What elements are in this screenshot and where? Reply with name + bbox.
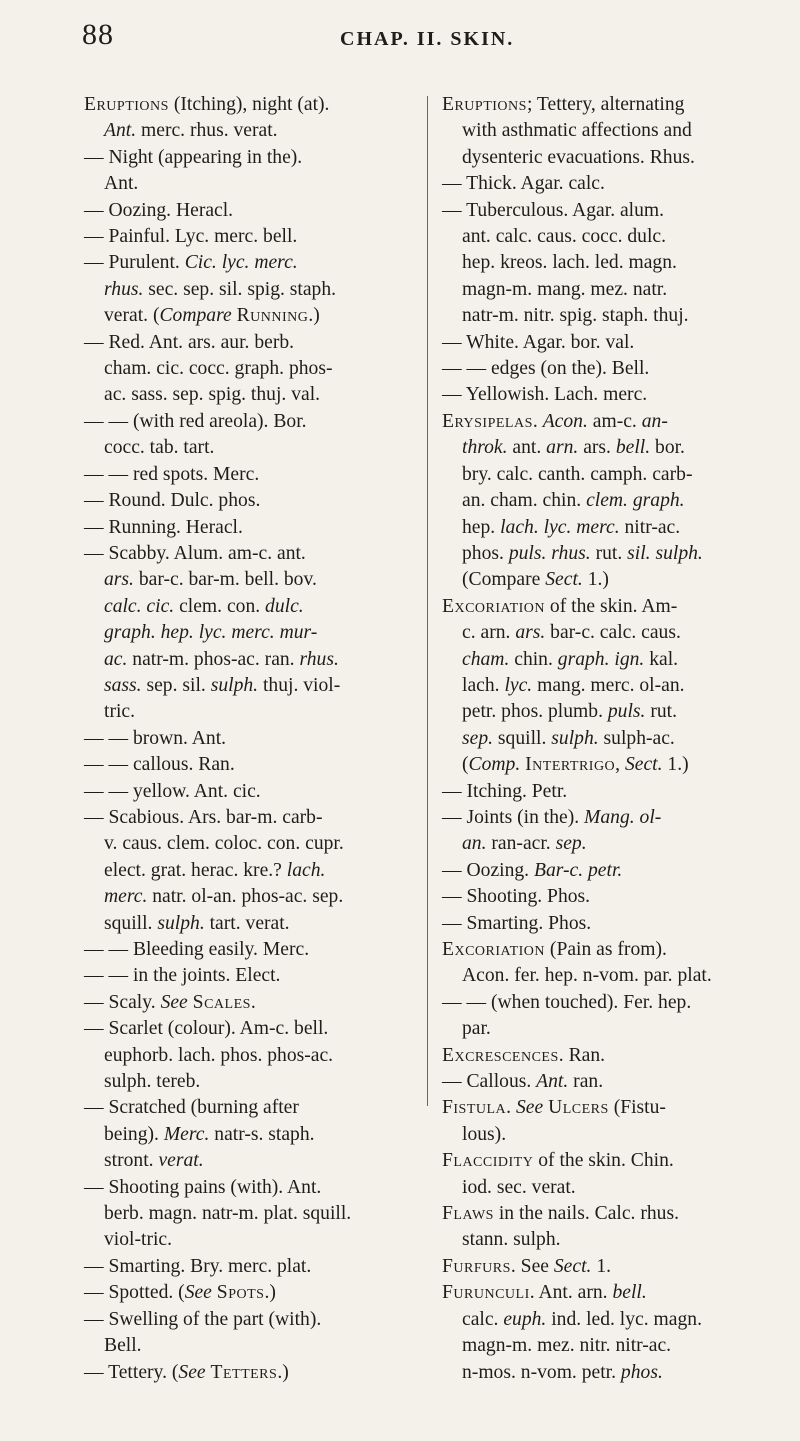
index-line: being). Merc. natr-s. staph. <box>104 1123 315 1145</box>
index-line: cham. cic. cocc. graph. phos- <box>104 358 333 380</box>
index-line: — Scaly. See Scales. <box>84 991 256 1013</box>
index-line: Furunculi. Ant. arn. bell. <box>442 1282 647 1304</box>
index-line: Ant. <box>104 173 139 195</box>
running-head: CHAP. II. SKIN. <box>340 28 515 50</box>
index-line: with asthmatic affections and <box>462 120 692 142</box>
index-line: Flaws in the nails. Calc. rhus. <box>442 1203 679 1225</box>
index-line: cham. chin. graph. ign. kal. <box>462 648 679 670</box>
index-line: berb. magn. natr-m. plat. squill. <box>104 1203 352 1225</box>
right-column <box>442 92 762 1386</box>
index-line: — Swelling of the part (with). <box>84 1308 322 1330</box>
index-line: Eruptions (Itching), night (at). <box>84 94 330 115</box>
index-line: Bell. <box>104 1335 142 1357</box>
index-line: elect. grat. herac. kre.? lach. <box>104 859 326 881</box>
index-line: — Scabby. Alum. am-c. ant. <box>84 542 306 564</box>
index-line: (Comp. Intertrigo, Sect. 1.) <box>462 754 689 776</box>
index-line: — White. Agar. bor. val. <box>442 331 635 353</box>
index-line: Eruptions; Tettery, alternating <box>442 94 685 115</box>
index-line: ant. calc. caus. cocc. dulc. <box>462 226 666 248</box>
index-line: Excoriation of the skin. Am- <box>442 595 678 617</box>
index-line: — Scratched (burning after <box>84 1097 299 1119</box>
index-line: sass. sep. sil. sulph. thuj. viol- <box>104 674 341 696</box>
index-line: an. cham. chin. clem. graph. <box>462 490 685 512</box>
index-line: — Yellowish. Lach. merc. <box>442 384 648 406</box>
index-line: iod. sec. verat. <box>462 1176 576 1198</box>
index-line: viol-tric. <box>104 1229 173 1251</box>
index-line: — — (when touched). Fer. hep. <box>442 991 692 1013</box>
index-line: — — red spots. Merc. <box>84 463 260 485</box>
column-divider <box>427 96 428 1106</box>
index-line: — Shooting pains (with). Ant. <box>84 1176 322 1198</box>
index-line: Ant. merc. rhus. verat. <box>104 120 278 142</box>
index-line: calc. euph. ind. led. lyc. magn. <box>462 1308 702 1330</box>
index-line: lous). <box>462 1123 507 1145</box>
index-line: Fistula. See Ulcers (Fistu- <box>442 1097 666 1119</box>
index-line: lach. lyc. mang. merc. ol-an. <box>462 674 685 696</box>
index-line: — Shooting. Phos. <box>442 886 591 908</box>
index-line: — — (with red areola). Bor. <box>84 410 307 432</box>
index-line: v. caus. clem. coloc. con. cupr. <box>104 833 344 855</box>
index-line: — Purulent. Cic. lyc. merc. <box>84 252 298 274</box>
index-line: — Smarting. Bry. merc. plat. <box>84 1255 312 1277</box>
index-line: — Oozing. Heracl. <box>84 199 234 221</box>
index-line: verat. (Compare Running.) <box>104 305 320 327</box>
index-line: — Night (appearing in the). <box>84 146 303 168</box>
index-line: — — edges (on the). Bell. <box>442 358 650 380</box>
index-line: — Painful. Lyc. merc. bell. <box>84 226 298 248</box>
index-line: Excrescences. Ran. <box>442 1044 606 1066</box>
index-line: an. ran-acr. sep. <box>462 833 587 855</box>
page-number: 88 <box>82 18 114 51</box>
left-column <box>84 92 409 1386</box>
index-line: tric. <box>104 701 136 723</box>
index-line: magn-m. mez. nitr. nitr-ac. <box>462 1335 672 1357</box>
index-line: — Thick. Agar. calc. <box>442 173 605 195</box>
index-line: ac. natr-m. phos-ac. ran. rhus. <box>104 648 339 670</box>
index-line: (Compare Sect. 1.) <box>462 569 609 591</box>
index-line: Furfurs. See Sect. 1. <box>442 1255 612 1277</box>
index-line: — — callous. Ran. <box>84 754 235 776</box>
index-line: stront. verat. <box>104 1150 204 1172</box>
index-line: ac. sass. sep. spig. thuj. val. <box>104 384 321 406</box>
index-line: hep. kreos. lach. led. magn. <box>462 252 677 274</box>
index-line: calc. cic. clem. con. dulc. <box>104 595 304 617</box>
index-line: throk. ant. arn. ars. bell. bor. <box>462 437 685 459</box>
index-line: magn-m. mang. mez. natr. <box>462 278 668 300</box>
index-line: phos. puls. rhus. rut. sil. sulph. <box>462 542 703 564</box>
index-line: — Tuberculous. Agar. alum. <box>442 199 665 221</box>
index-line: Erysipelas. Acon. am-c. an- <box>442 410 668 432</box>
index-line: — Scabious. Ars. bar-m. carb- <box>84 806 323 828</box>
index-line: petr. phos. plumb. puls. rut. <box>462 701 677 723</box>
index-line: — — brown. Ant. <box>84 727 227 749</box>
index-line: — Oozing. Bar-c. petr. <box>442 859 623 881</box>
index-line: — — yellow. Ant. cic. <box>84 780 261 802</box>
index-line: n-mos. n-vom. petr. phos. <box>462 1361 663 1383</box>
index-line: c. arn. ars. bar-c. calc. caus. <box>462 622 681 644</box>
index-line: Flaccidity of the skin. Chin. <box>442 1150 674 1172</box>
index-line: par. <box>462 1018 491 1040</box>
index-line: — Itching. Petr. <box>442 780 568 802</box>
index-line: — Callous. Ant. ran. <box>442 1071 604 1093</box>
index-line: stann. sulph. <box>462 1229 561 1251</box>
index-line: cocc. tab. tart. <box>104 437 215 459</box>
index-line: — Running. Heracl. <box>84 516 243 538</box>
index-line: — Spotted. (See Spots.) <box>84 1282 276 1304</box>
index-line: Acon. fer. hep. n-vom. par. plat. <box>462 965 712 987</box>
index-line: graph. hep. lyc. merc. mur- <box>104 622 318 644</box>
index-line: ars. bar-c. bar-m. bell. bov. <box>104 569 317 591</box>
index-line: dysenteric evacuations. Rhus. <box>462 146 695 168</box>
index-line: euphorb. lach. phos. phos-ac. <box>104 1044 334 1066</box>
index-line: squill. sulph. tart. verat. <box>104 912 290 934</box>
index-line: — Smarting. Phos. <box>442 912 592 934</box>
index-line: rhus. sec. sep. sil. spig. staph. <box>104 278 337 300</box>
index-line: — Red. Ant. ars. aur. berb. <box>84 331 295 353</box>
index-line: sep. squill. sulph. sulph-ac. <box>462 727 675 749</box>
index-line: sulph. tereb. <box>104 1071 201 1093</box>
index-line: hep. lach. lyc. merc. nitr-ac. <box>462 516 681 538</box>
index-line: merc. natr. ol-an. phos-ac. sep. <box>104 886 344 908</box>
index-line: — Scarlet (colour). Am-c. bell. <box>84 1018 329 1040</box>
index-line: bry. calc. canth. camph. carb- <box>462 463 693 485</box>
index-line: Excoriation (Pain as from). <box>442 939 667 960</box>
index-line: natr-m. nitr. spig. staph. thuj. <box>462 305 689 327</box>
index-line: — Joints (in the). Mang. ol- <box>442 806 662 828</box>
index-line: — — in the joints. Elect. <box>84 965 281 987</box>
index-line: — Round. Dulc. phos. <box>84 490 261 512</box>
index-line: — — Bleeding easily. Merc. <box>84 939 310 960</box>
page-header <box>0 18 800 60</box>
index-line: — Tettery. (See Tetters.) <box>84 1361 289 1383</box>
